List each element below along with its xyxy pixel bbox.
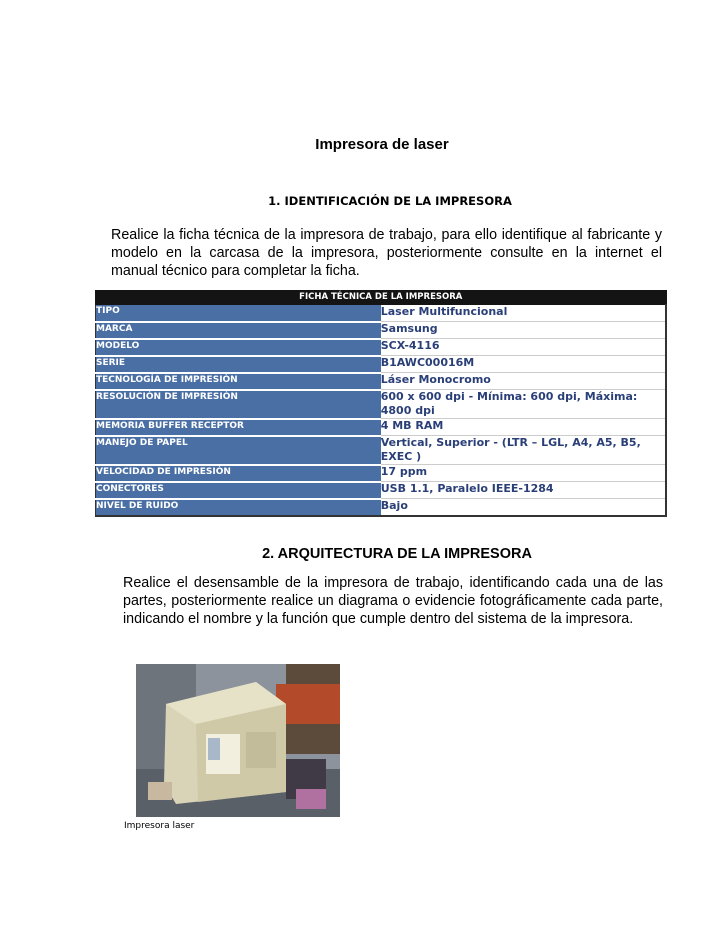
spec-value: Laser Multifuncional — [381, 305, 666, 322]
spec-value: 600 x 600 dpi - Mínima: 600 dpi, Máxima: 4800 dpi — [381, 390, 666, 419]
document-title: Impresora de laser — [315, 136, 449, 153]
spec-label: NIVEL DE RUIDO — [96, 499, 381, 516]
printer-photo-illustration — [136, 664, 340, 817]
spec-label: CONECTORES — [96, 482, 381, 499]
table-row — [96, 356, 667, 373]
table-row — [96, 436, 667, 465]
table-row — [96, 305, 667, 322]
spec-sheet-table — [95, 290, 667, 517]
spec-value: B1AWC00016M — [381, 356, 666, 373]
spec-value: SCX-4116 — [381, 339, 666, 356]
spec-value: Bajo — [381, 499, 666, 516]
table-row — [96, 482, 667, 499]
spec-value: 4 MB RAM — [381, 419, 666, 436]
instructions-paragraph-2: Realice el desensamble de la impresora de trabajo, identificando cada una de las partes, posteriormente realice un diagrama o evidencie fotográficamente cada parte, indicando el nombre y la función que cumple dentro del sistema de la impresora. — [123, 575, 663, 627]
table-row — [96, 373, 667, 390]
section-heading-identificacion: 1. IDENTIFICACIÓN DE LA IMPRESORA — [268, 194, 512, 208]
photo-caption: Impresora laser — [124, 821, 195, 831]
spec-sheet-header: FICHA TÉCNICA DE LA IMPRESORA — [96, 291, 667, 305]
spec-label: VELOCIDAD DE IMPRESIÓN — [96, 465, 381, 482]
spec-value: USB 1.1, Paralelo IEEE-1284 — [381, 482, 666, 499]
spec-value: Láser Monocromo — [381, 373, 666, 390]
table-row — [96, 339, 667, 356]
spec-label: MEMORIA BUFFER RECEPTOR — [96, 419, 381, 436]
spec-value: Samsung — [381, 322, 666, 339]
spec-label: RESOLUCIÓN DE IMPRESIÓN — [96, 390, 381, 419]
section-heading-arquitectura: 2. ARQUITECTURA DE LA IMPRESORA — [262, 546, 532, 562]
instructions-paragraph-1: Realice la ficha técnica de la impresora de trabajo, para ello identifique al fabricante y modelo en la carcasa de la impresora, posteriormente consulte en la internet el manual técnico para completar la ficha. — [111, 227, 662, 279]
table-row — [96, 322, 667, 339]
spec-label: MODELO — [96, 339, 381, 356]
table-row — [96, 419, 667, 436]
spec-label: TIPO — [96, 305, 381, 322]
spec-value: Vertical, Superior - (LTR – LGL, A4, A5, B5, EXEC ) — [381, 436, 666, 465]
printer-photo — [136, 664, 340, 817]
table-row — [96, 465, 667, 482]
table-row — [96, 499, 667, 516]
spec-label: TECNOLOGÍA DE IMPRESIÓN — [96, 373, 381, 390]
spec-value: 17 ppm — [381, 465, 666, 482]
table-row — [96, 390, 667, 419]
spec-label: MANEJO DE PAPEL — [96, 436, 381, 465]
spec-label: SERIE — [96, 356, 381, 373]
spec-label: MARCA — [96, 322, 381, 339]
